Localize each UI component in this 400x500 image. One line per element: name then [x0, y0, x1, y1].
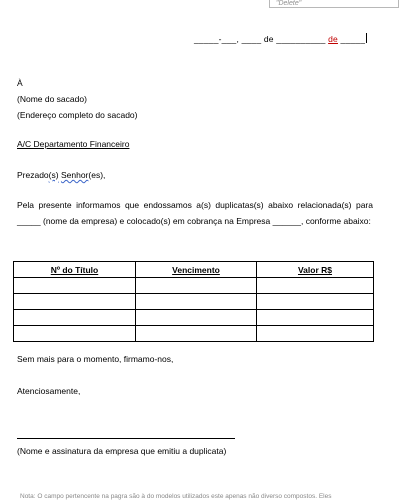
table-row: [14, 294, 374, 310]
salutation-suffix: (es),: [88, 170, 106, 180]
date-line-part3: _____: [337, 34, 366, 44]
header-vencimento: Vencimento: [136, 262, 257, 278]
table-cell[interactable]: [136, 278, 257, 294]
table-cell[interactable]: [136, 294, 257, 310]
table-cell[interactable]: [14, 310, 136, 326]
delete-field[interactable]: "Delete": [269, 0, 399, 8]
table-row: [14, 278, 374, 294]
table-row: [14, 326, 374, 342]
date-line-red-word: de: [328, 34, 338, 44]
table-cell[interactable]: [257, 326, 374, 342]
date-line-part1: _____-___, ____ de: [194, 34, 277, 44]
table-cell[interactable]: [14, 278, 136, 294]
signature-line: [17, 438, 235, 439]
table-cell[interactable]: [14, 294, 136, 310]
signature-caption: (Nome e assinatura da empresa que emitiu a duplicata): [17, 446, 227, 456]
closing-line: Sem mais para o momento, firmamo-nos,: [17, 354, 174, 364]
table-row: [14, 310, 374, 326]
date-line-part2: __________: [276, 34, 326, 44]
recipient-address: (Endereço completo do sacado): [17, 110, 138, 120]
table-cell[interactable]: [257, 310, 374, 326]
footer-note: Nota: O campo pertencente na pagra são à do modelos utilizados este apenas não diverso compostos. Eles: [20, 493, 332, 500]
regards-line: Atenciosamente,: [17, 386, 81, 396]
text-cursor: [366, 33, 367, 43]
salutation-wavy-2: Senhor: [60, 170, 89, 180]
table-cell[interactable]: [136, 326, 257, 342]
date-line: [194, 33, 367, 44]
header-valor: Valor R$: [257, 262, 374, 278]
attention-line: A/C Departamento Financeiro: [17, 139, 130, 149]
header-titulo: Nº do Título: [14, 262, 136, 278]
table-header-row: [14, 262, 374, 278]
table-cell[interactable]: [136, 310, 257, 326]
salutation-wavy-1: (s): [48, 170, 59, 180]
recipient-to: À: [17, 78, 23, 88]
table-cell[interactable]: [257, 278, 374, 294]
table-cell[interactable]: [14, 326, 136, 342]
salutation-prefix: Prezado: [17, 170, 49, 180]
body-paragraph: Pela presente informamos que endossamos a(s) duplicatas(s) abaixo relacionada(s) para _____ (nome da empresa) e colocado(s) em cobrança na Empresa ______, conforme abaixo:: [17, 200, 373, 226]
table-cell[interactable]: [257, 294, 374, 310]
duplicates-table: [13, 261, 374, 342]
salutation: [17, 170, 105, 180]
recipient-name: (Nome do sacado): [17, 94, 87, 104]
